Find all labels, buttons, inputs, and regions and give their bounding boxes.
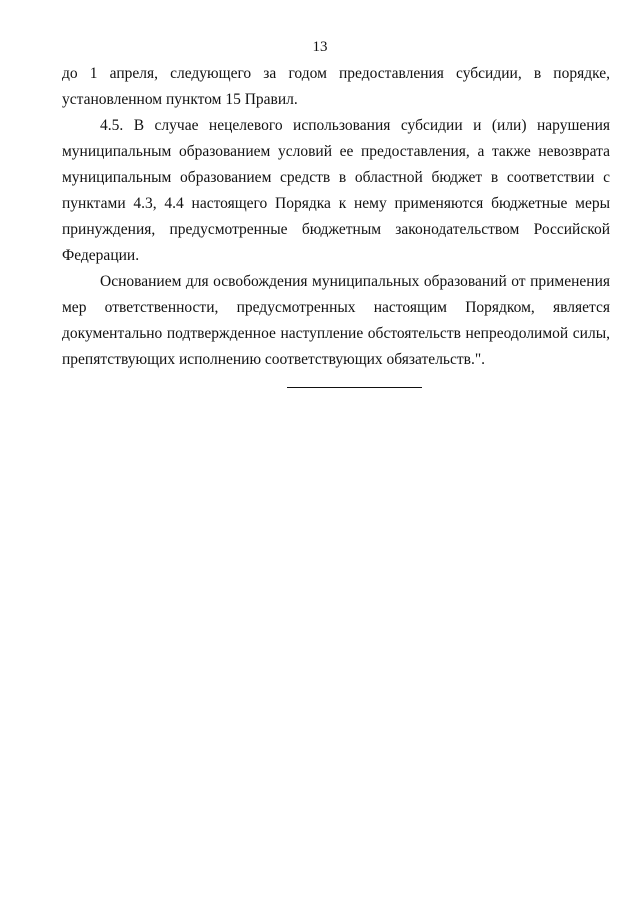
paragraph-continuation: до 1 апреля, следующего за годом предоставления субсидии, в порядке, установленном пунктом 15 Правил. — [62, 65, 610, 108]
end-separator-line — [287, 387, 422, 388]
paragraph-exemption: Основанием для освобождения муниципальных образований от применения мер ответственности, предусмотренных настоящим Порядком, является документально подтвержденное наступление обстоятельств непреодолимой силы, препятствующих исполнению соответствующих обязательств.". — [62, 273, 610, 368]
page-number: 13 — [312, 39, 328, 55]
paragraph-clause-4-5: 4.5. В случае нецелевого использования субсидии и (или) нарушения муниципальным образованием условий ее предоставления, а также невозврата муниципальным образованием средств в областной бюджет в соответствии с пунктами 4.3, 4.4 настоящего Порядка к нему применяются бюджетные меры принуждения, предусмотренные бюджетным законодательством Российской Федерации. — [62, 117, 610, 264]
document-body — [62, 61, 610, 373]
